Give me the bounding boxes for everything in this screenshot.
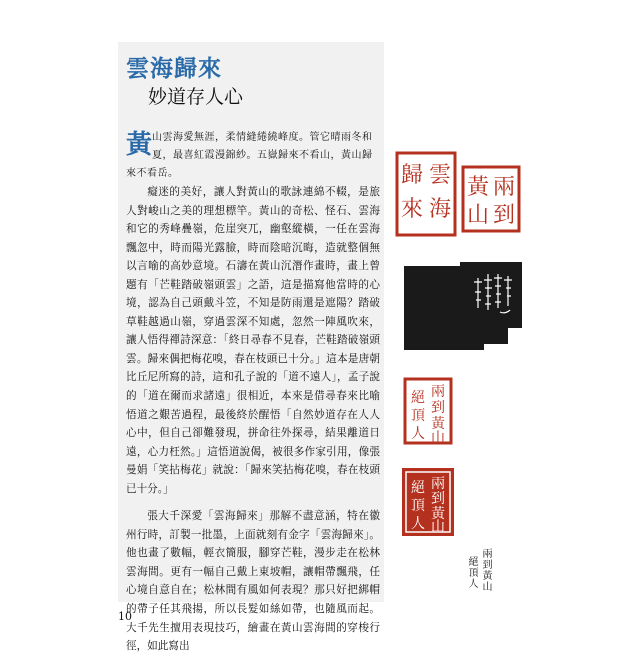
page-number: 10 xyxy=(118,610,132,623)
seal3-char-1: 兩 xyxy=(431,384,445,400)
seal1-char-4: 來 xyxy=(400,197,424,222)
seal-liangdao-huangshan-3 xyxy=(400,466,456,538)
article-body xyxy=(126,183,380,656)
paragraph-1: 癡迷的美好，讓人對黃山的歌詠連綿不輟，是旅人對峻山之美的理想標竿。黃山的奇松、怪石、雲海和它的秀峰疊嶺，危崖突兀，幽壑縱橫，一任在雲海飄忽中，時而陽光露臉，時而陰暗沉晦，造就整個無以言喻的高妙意境。石濤在黃山沉潛作畫時，畫上曾題有「芒鞋踏破嶺頭雲」之語，這是描寫他當時的心境，認為自己頭戴斗笠，不知是防雨還是遮陽？踏破草鞋越過山嶺，穿過雲深不知處，忽然一陣風吹來，讓人悟得禪詩深意：「終日尋春不見春，芒鞋踏破嶺頭雲。歸來偶把梅花嗅，春在枝頭已十分。」這本是唐朝比丘尼所寫的詩，這和孔子說的「道不遠人」，孟子說的「道在爾而求諸遠」很相近，本來是借尋春來比喻悟道之艱苦過程，最後終於醒悟「自然妙道存在人人心中，但自己卻難發現，拼命往外探尋，結果離道日遠，心力枉然。」這悟道說偈，被很多作家引用，像張曼娟「笑拈梅花」就說：「歸來笑拈梅花嗅，春在枝頭已十分。」 xyxy=(126,186,380,495)
ink-rubbing-image xyxy=(404,262,524,350)
poem-line-2: 夏，最喜紅霞漫錦紗。五嶽歸來不看山，黃山歸 xyxy=(152,150,373,161)
poem-line-1: 山雲海愛無涯，柔情縫綣繞峰度。管它晴雨冬和 xyxy=(152,132,373,143)
seal4-char-6: 頂 xyxy=(411,498,425,514)
seal4-char-7: 人 xyxy=(411,516,425,532)
seal2-char-3: 黃 xyxy=(466,175,490,200)
seal1-char-3: 歸 xyxy=(400,163,424,188)
drop-cap: 黃 xyxy=(126,130,153,160)
seal1-char-2: 海 xyxy=(428,197,452,222)
seal3-char-2: 到 xyxy=(431,400,445,416)
page-subtitle: 妙道存人心 xyxy=(148,86,244,108)
seal4-char-3: 黃 xyxy=(431,506,445,522)
seal4-char-2: 到 xyxy=(431,491,445,507)
seal-liangdao-huangshan-1 xyxy=(460,164,522,234)
seal2-char-2: 到 xyxy=(492,203,516,228)
seal4-char-4: 山 xyxy=(431,519,445,535)
paragraph-2: 張大千深愛「雲海歸來」那解不盡意涵，特在徽州行時，訂製一批墨，上面就刻有金字「雲海歸來」。他也畫了數幅，輕衣簡服，腳穿芒鞋，漫步走在松林雲海間。更有一幅自己戴上東坡帽，讓帽帶飄飛，任心境自意自在；松林間有風如何表現？那只好把綁帽的帶子任其飛揚，所以長髮如絲如帶，也隨風而起。大千先生擅用表現技巧，繪畫在黃山雲海間的穿梭行徑，如此寫出 xyxy=(126,510,380,653)
seal2-char-4: 山 xyxy=(466,203,490,228)
seal4-char-5: 絕 xyxy=(411,480,425,496)
page-title: 雲海歸來 xyxy=(126,56,222,82)
seal-fill xyxy=(402,468,454,536)
seal-caption xyxy=(458,548,494,608)
seal2-char-1: 兩 xyxy=(492,175,516,200)
seal3-char-5: 絕 xyxy=(411,390,425,406)
poem-line-3: 來不看岳。 xyxy=(126,168,179,179)
seal3-char-7: 人 xyxy=(411,426,425,442)
ink-block-right xyxy=(460,262,522,350)
seal3-char-3: 黃 xyxy=(431,416,445,432)
seal-yunhai-guilai xyxy=(394,150,458,238)
seal-liangdao-huangshan-2 xyxy=(402,376,454,446)
seal4-char-1: 兩 xyxy=(431,476,445,492)
caption-line-2: 絕頂人 xyxy=(466,556,477,589)
seal3-char-4: 山 xyxy=(431,430,445,446)
seal3-char-6: 頂 xyxy=(411,408,425,424)
seal1-char-1: 雲 xyxy=(428,163,452,188)
caption-line-1: 兩到黃山 xyxy=(480,548,491,592)
